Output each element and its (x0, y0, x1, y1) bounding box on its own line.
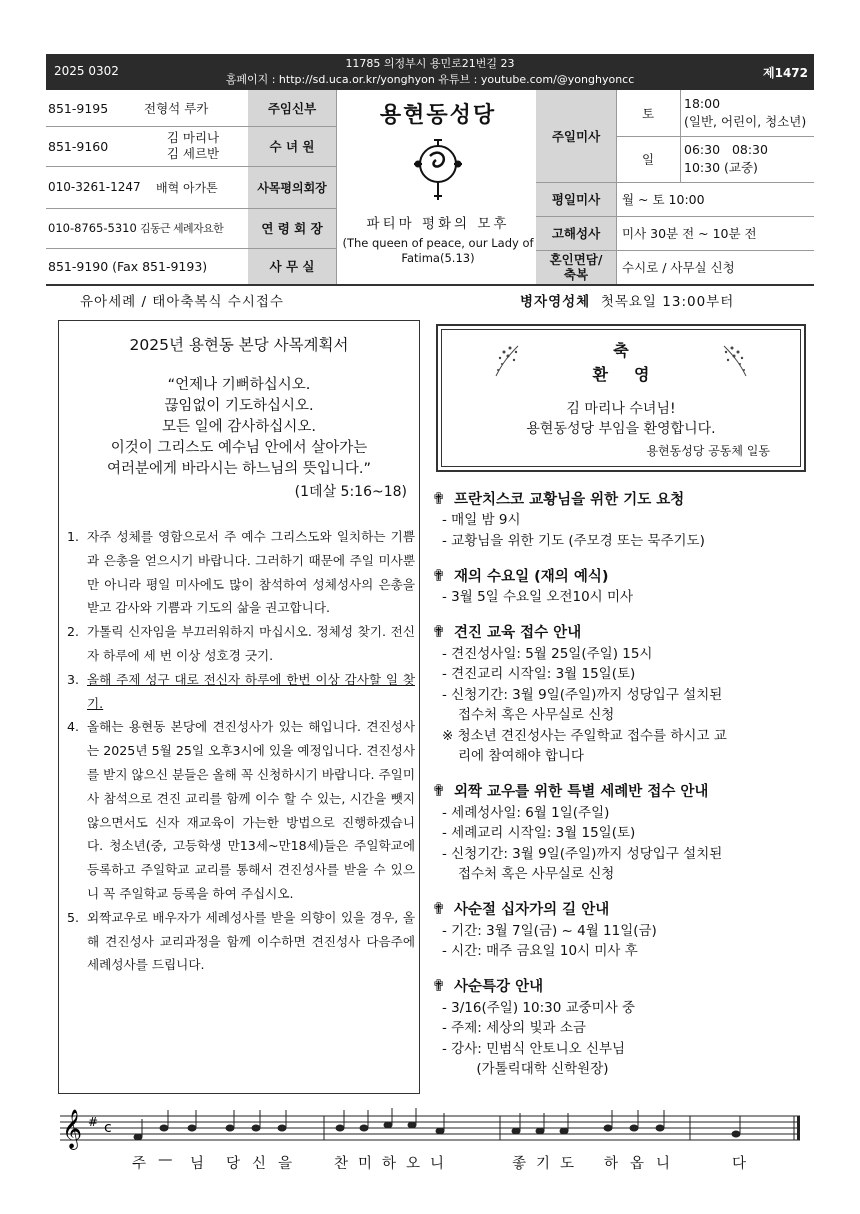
welcome-name: 김 마리나 수녀님! (566, 401, 676, 417)
saturday-mass-time: 18:00 (일반, 어린이, 청소년) (684, 96, 807, 129)
lyric-syllable: 찬 (334, 1156, 349, 1172)
note-head (188, 1125, 196, 1131)
notice-line: ※ 청소년 견진성사는 주일학교 접수를 하시고 교 (442, 727, 727, 744)
contact-name: 배혁 아가톤 (156, 180, 218, 195)
contact-name: 김동근 세례자요한 (140, 222, 224, 235)
notice-title-text: 외짝 교우를 위한 특별 세례반 접수 안내 (454, 784, 709, 800)
confession-label: 고해성사 (536, 216, 616, 250)
plan-item-text: 외짝교우로 배우자가 세례성사를 받을 의향이 있을 경우, 올해 견진성사 교리과정을 함께 이수하면 견진성사 다음주에 세례성사를 드립니다. (87, 909, 415, 973)
lyric-syllable: 님 (190, 1156, 205, 1172)
lyric-syllable: 을 (278, 1156, 293, 1172)
quote-reference: (1데살 5:16~18) (294, 484, 407, 500)
role-label: 연 령 회 장 (248, 208, 336, 248)
lyric-syllable: 니 (430, 1156, 445, 1172)
church-address: 11785 의정부시 용민로21번길 23 (345, 57, 515, 70)
note-head (512, 1128, 520, 1134)
list-item: 1. 자주 성체를 영함으로서 주 예수 그리스도와 일치하는 기쁨과 은총을 얻으시기 바랍니다. 그러하기 때문에 주일 미사뿐만 아니라 평일 미사에도 많이 참석하여 성체성사의 은총을 받고 감사와 기쁨과 기도의 삶을 권고합니다. (67, 525, 415, 620)
notice-title-text: 견진 교육 접수 안내 (454, 625, 582, 641)
quote-line: 이것이 그리스도 예수님 안에서 살아가는 (110, 440, 368, 456)
note-head (160, 1125, 168, 1131)
quote-line: 끊임없이 기도하십시오. (164, 398, 314, 414)
notice-line: - 신청기간: 3월 9일(주일)까지 성당입구 설치된 (442, 845, 723, 862)
church-name: 용현동성당 (379, 102, 497, 128)
note-head (134, 1134, 142, 1140)
lyric-syllable: 주 (132, 1156, 147, 1172)
list-item: 4. 올해는 용현동 본당에 견진성사가 있는 해입니다. 견진성사는 2025년 5월 25일 오후3시에 있을 예정입니다. 견진성사를 받지 않으신 분들은 올해 꼭 신청하시기 바랍니다. 주일미사 참석으로 견진 교리를 함께 이수 할 수 있는, 시간을 뺏지 않으면서도 신자 재교육이 가는한 방법으로 진행하겠습니다. 청소년(중, 고등학생 만13세~만18세)들은 주일학교에 등록하고 주일학교 교리를 통해서 견진성사를 받을 수 있으니 꼭 주일학교 등록을 하여 주십시오. (67, 715, 415, 905)
notice-title (432, 620, 808, 644)
plan-item-text: 올해 주제 성구 대로 전신자 하루에 한번 이상 감사할 일 찾기. (87, 671, 415, 711)
notice-title (432, 974, 808, 998)
notices-section (432, 486, 808, 1080)
quote-line: “언제나 기뻐하십시오. (167, 377, 311, 393)
weekday-mass-label: 평일미사 (536, 182, 616, 216)
note-head (336, 1125, 344, 1131)
notice-line: - 견진교리 시작일: 3월 15일(토) (442, 666, 636, 682)
quote-line: 모든 일에 감사하십시오. (162, 419, 316, 435)
plan-item-text: 가톨릭 신자임을 부끄러워하지 마십시오. 정체성 찾기. 전신자 하루에 세 번 이상 성호경 긋기. (87, 624, 415, 663)
cross-icon: ✟ (432, 899, 446, 918)
cross-icon: ✟ (432, 781, 446, 800)
notice-line: - 세례교리 시작일: 3월 15일(토) (442, 825, 636, 841)
parish-title-english: (The queen of peace, our Lady of Fatima(5.13) (342, 236, 534, 265)
cross-icon: ✟ (432, 622, 446, 641)
lyric-syllable: 당 (226, 1156, 241, 1172)
list-item: 3. 올해 주제 성구 대로 전신자 하루에 한번 이상 감사할 일 찾기. (67, 668, 415, 716)
sunday-mass-time: 06:30 08:30 10:30 (교중) (684, 142, 768, 175)
note-head (536, 1128, 544, 1134)
welcome-heading-1: 축 (613, 341, 629, 360)
lyric-syllable: 오 (406, 1156, 421, 1172)
notice-title-text: 재의 수요일 (재의 예식) (454, 568, 609, 585)
role-label: 사 무 실 (248, 248, 336, 284)
role-label: 주임신부 (248, 90, 336, 126)
note-head (604, 1125, 612, 1131)
note-head (630, 1125, 638, 1131)
sacrament-line (46, 288, 814, 310)
infant-baptism-note: 유아세례 / 태아축복식 수시접수 (80, 294, 284, 310)
cross-icon: ✟ (432, 488, 446, 508)
saturday-label: 토 (641, 106, 655, 121)
cross-icon: ✟ (432, 976, 446, 995)
svg-text:c: c (104, 1120, 112, 1136)
lyric-syllable: 하 (604, 1156, 619, 1172)
welcome-signature: 용현동성당 공동체 일동 (646, 444, 770, 458)
lyric-syllable: 기 (536, 1156, 551, 1172)
sunday-mass-label: 주일미사 (536, 90, 616, 182)
notice-line: - 강사: 민범식 안토니오 신부님 (442, 1040, 626, 1057)
notice-title (432, 779, 808, 803)
web-links: 홈페이지 : http://sd.uca.or.kr/yonghyon 유튜브 : youtube.com/@yonghyoncc (225, 73, 635, 86)
note-head (360, 1125, 368, 1131)
weekday-mass-time: 월 ~ 토 10:00 (622, 192, 705, 207)
lyric-syllable: 하 (382, 1156, 397, 1172)
notice-line: - 교황님을 위한 기도 (주모경 또는 묵주기도) (442, 532, 705, 549)
note-head (436, 1128, 444, 1134)
contact-phone: 851-9160 (48, 138, 109, 154)
list-item: 2. 가톨릭 신자임을 부끄러워하지 마십시오. 정체성 찾기. 전신자 하루에 세 번 이상 성호경 긋기. (67, 620, 415, 668)
lyric-syllable: 니 (656, 1156, 671, 1172)
notice-title-text: 프란치스코 교황님을 위한 기도 요청 (454, 491, 685, 508)
treble-clef-icon: 𝄞 (62, 1109, 83, 1149)
parish-title: 파티마 평화의 모후 (366, 216, 510, 232)
plan-list (67, 525, 415, 977)
plan-quote (59, 375, 419, 480)
contact-phone: 010-3261-1247 (48, 180, 141, 194)
notice-line: - 3/16(주일) 10:30 교중미사 중 (442, 999, 636, 1016)
notice-line: - 3월 5일 수요일 오전10시 미사 (442, 589, 634, 605)
sick-communion-time: 첫목요일 13:00부터 (600, 294, 735, 310)
notice-line: - 시간: 매주 금요일 10시 미사 후 (442, 943, 638, 959)
notice-title-text: 사순절 십자가의 길 안내 (454, 902, 610, 918)
issue-number: 제1472 (763, 66, 808, 80)
notice-line: (가톨릭대학 신학원장) (442, 1061, 609, 1077)
notice-title-text: 사순특강 안내 (454, 979, 544, 995)
notice-title (432, 897, 808, 921)
bulletin-date: 2025 0302 (54, 64, 119, 78)
church-logo-icon (404, 134, 472, 204)
notice-line: 리에 참여해야 합니다 (458, 748, 584, 764)
note-head (408, 1122, 416, 1128)
plan-item-text: 자주 성체를 영함으로서 주 예수 그리스도와 일치하는 기쁨과 은총을 얻으시기 바랍니다. 그러하기 때문에 주일 미사뿐만 아니라 평일 미사에도 많이 참석하여 성체성사의 은총을 받고 감사와 기쁨과 기도의 삶을 권고합니다. (87, 529, 415, 616)
notice-line: - 주제: 세상의 빛과 소금 (442, 1020, 586, 1036)
note-head (560, 1128, 568, 1134)
marriage-label: 혼인면담/ 축복 (536, 250, 616, 284)
notice-title (432, 563, 808, 587)
role-label: 사목평의회장 (248, 166, 336, 208)
office-phone: 851-9190 (Fax 851-9193) (48, 258, 208, 274)
lyric-syllable: 신 (252, 1156, 267, 1172)
quote-line: 여러분에게 바라시는 하느님의 뜻입니다.” (106, 461, 372, 477)
plan-item-text: 올해는 용현동 본당에 견진성사가 있는 해입니다. 견진성사는 2025년 5월 25일 오후3시에 있을 예정입니다. 견진성사를 받지 않으신 분들은 올해 꼭 신청하시기 바랍니다. 주일미사 참석으로 견진 교리를 함께 이수 할 수 있는, 시간을 뺏지 않으면서도 신자 재교육이 가는한 방법으로 진행하겠습니다. 청소년(중, 고등학생 만13세~만18세)들은 주일학교에 등록하고 주일학교 교리를 통해서 견진성사를 받을 수 있으니 꼭 주일학교 등록을 하여 주십시오. (87, 719, 416, 901)
lyric-syllable: 도 (560, 1156, 575, 1172)
note-head (226, 1125, 234, 1131)
note-head (252, 1125, 260, 1131)
lyrics-line (60, 1152, 802, 1172)
marriage-info: 수시로 / 사무실 신청 (622, 260, 735, 275)
contact-phone: 010-8765-5310 (48, 221, 137, 235)
header-address-block (46, 56, 814, 88)
contact-name: 전형석 루카 (144, 101, 209, 116)
note-head (278, 1125, 286, 1131)
confession-time: 미사 30분 전 ~ 10분 전 (622, 226, 757, 241)
notice-line: - 견진성사일: 5월 25일(주일) 15시 (442, 645, 653, 662)
plan-title: 2025년 용현동 본당 사목계획서 (129, 336, 349, 354)
svg-text:#: # (88, 1115, 99, 1129)
lyric-syllable: 좋 (512, 1156, 527, 1172)
contact-phone: 851-9195 (48, 100, 109, 116)
contact-name: 김 마리나 김 세르반 (166, 130, 220, 161)
lyric-syllable: 다 (732, 1156, 747, 1172)
notice-title (432, 486, 808, 510)
note-head (732, 1131, 740, 1137)
notice-line: - 신청기간: 3월 9일(주일)까지 성당입구 설치된 (442, 686, 723, 703)
welcome-message: 용현동성당 부임을 환영합니다. (526, 421, 716, 437)
notice-line: 접수처 혹은 사무실로 신청 (458, 866, 615, 882)
info-table (46, 90, 814, 286)
lyric-syllable: — (158, 1152, 173, 1168)
notice-line: - 매일 밤 9시 (442, 512, 521, 528)
role-label: 수 녀 원 (248, 126, 336, 166)
welcome-heading-2: 환영 (592, 365, 676, 384)
lyric-syllable: 미 (358, 1156, 373, 1172)
header-bar (46, 54, 814, 90)
notice-line: - 세례성사일: 6월 1일(주일) (442, 804, 610, 821)
welcome-box (436, 324, 806, 472)
note-head (384, 1122, 392, 1128)
cross-icon: ✟ (432, 565, 446, 585)
list-item: 5. 외짝교우로 배우자가 세례성사를 받을 의향이 있을 경우, 올해 견진성사 교리과정을 함께 이수하면 견진성사 다음주에 세례성사를 드립니다. (67, 906, 415, 977)
sunday-label: 일 (641, 152, 655, 167)
lyric-syllable: 옵 (630, 1156, 645, 1172)
note-head (656, 1125, 664, 1131)
sick-communion-note (520, 290, 734, 310)
sick-communion-label: 병자영성체 (520, 294, 591, 310)
notice-line: - 기간: 3월 7일(금) ~ 4월 11일(금) (442, 922, 657, 939)
notice-line: 접수처 혹은 사무실로 신청 (458, 707, 615, 723)
pastoral-plan-box (58, 320, 420, 1094)
